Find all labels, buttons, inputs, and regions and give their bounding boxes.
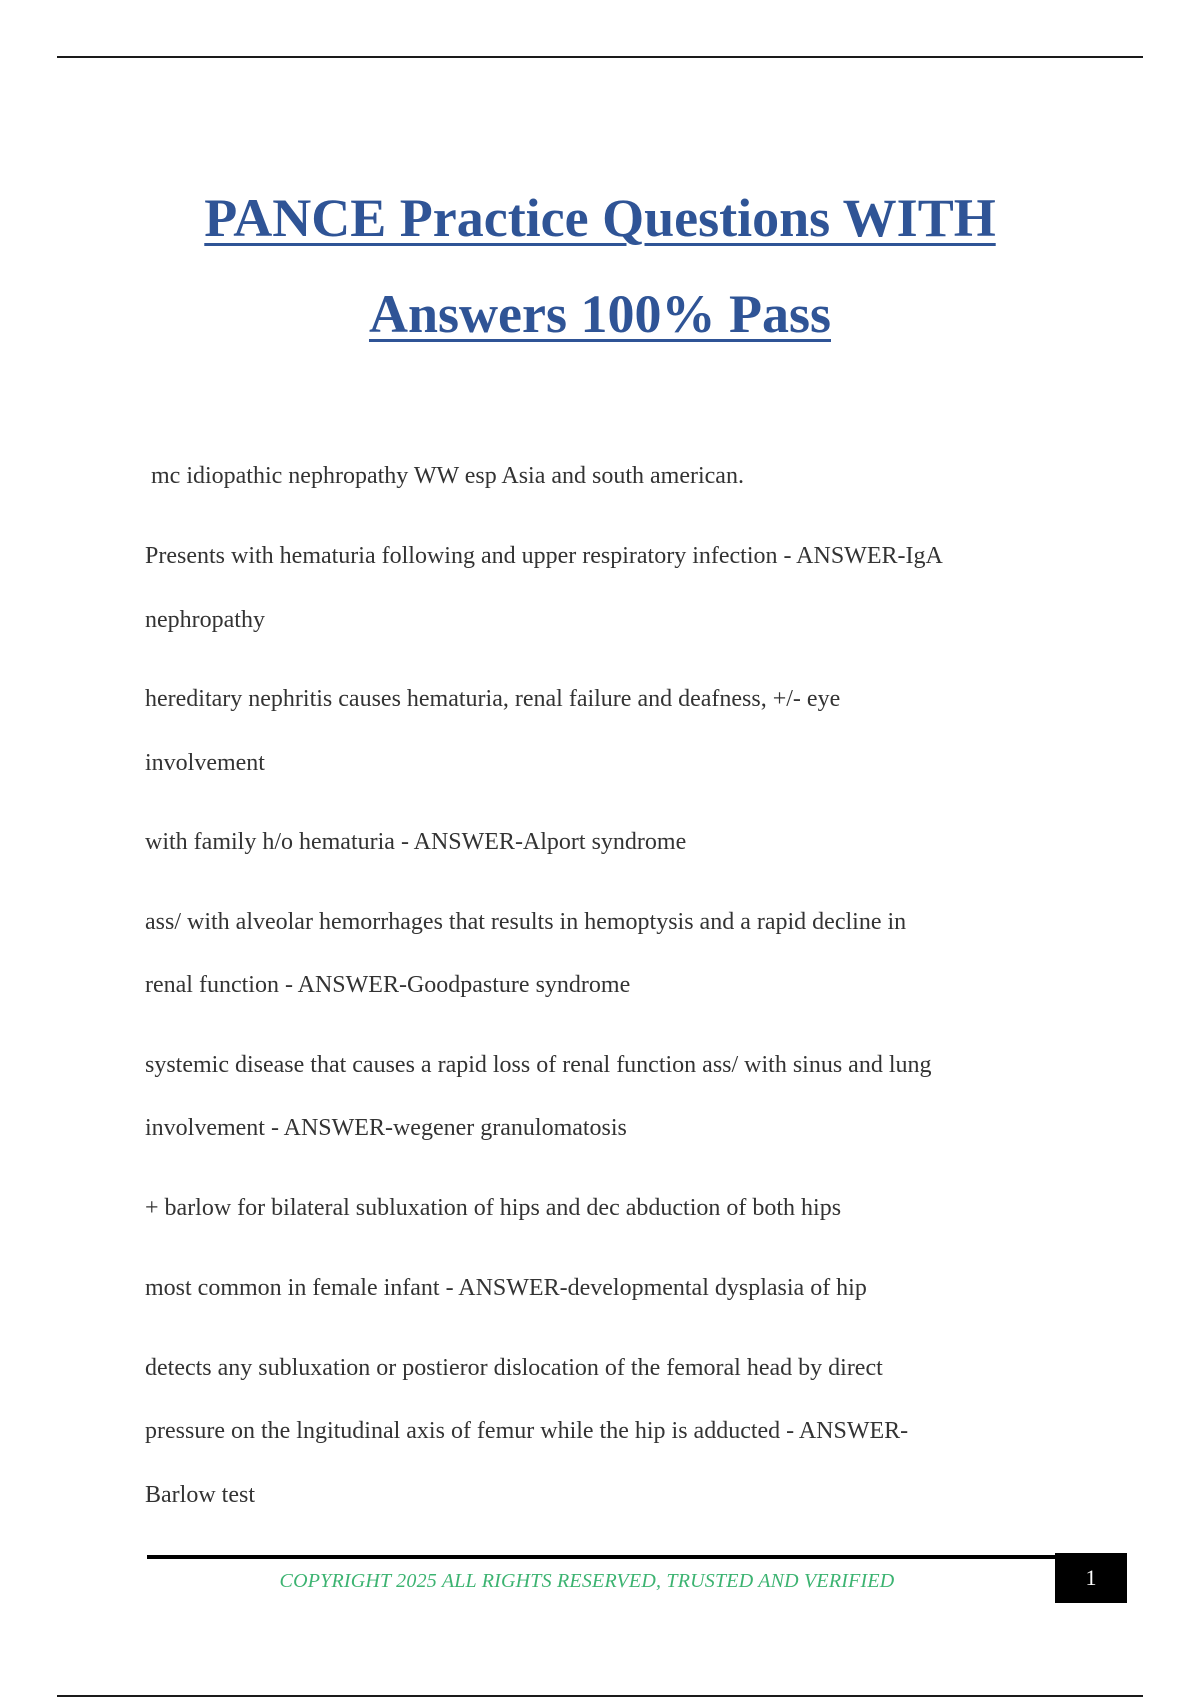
body-line: mc idiopathic nephropathy WW esp Asia and south american. — [145, 463, 744, 489]
body-line: involvement — [145, 750, 265, 776]
top-rule — [57, 56, 1143, 58]
body-line: ass/ with alveolar hemorrhages that results in hemoptysis and a rapid decline in — [145, 909, 907, 935]
bottom-rule — [57, 1695, 1143, 1697]
body-line: with family h/o hematuria - ANSWER-Alport syndrome — [145, 829, 687, 855]
title-line-2: Answers 100% Pass — [368, 284, 831, 344]
footer-rule — [147, 1555, 1057, 1559]
body-line: pressure on the lngitudinal axis of femur while the hip is adducted - ANSWER- — [145, 1418, 909, 1444]
body-line: nephropathy — [145, 607, 265, 633]
body-line: involvement - ANSWER-wegener granulomatosis — [145, 1115, 627, 1141]
body-line: systemic disease that causes a rapid loss of renal function ass/ with sinus and lung — [145, 1052, 932, 1078]
body-line: Presents with hematuria following and upper respiratory infection - ANSWER-IgA — [145, 543, 943, 569]
body-line: detects any subluxation or postieror dislocation of the femoral head by direct — [145, 1355, 883, 1381]
body-line: most common in female infant - ANSWER-developmental dysplasia of hip — [145, 1275, 867, 1301]
body-line: Barlow test — [145, 1482, 255, 1508]
footer-copyright: COPYRIGHT 2025 ALL RIGHTS RESERVED, TRUSTED AND VERIFIED — [279, 1570, 895, 1592]
page-number-badge — [1055, 1553, 1127, 1603]
body-line: renal function - ANSWER-Goodpasture syndrome — [145, 972, 631, 998]
page-number: 1 — [1085, 1565, 1097, 1590]
document-title — [0, 170, 1200, 362]
body-line: + barlow for bilateral subluxation of hips and dec abduction of both hips — [145, 1195, 842, 1221]
body-line: hereditary nephritis causes hematuria, renal failure and deafness, +/- eye — [145, 686, 841, 712]
title-line-1: PANCE Practice Questions WITH — [204, 188, 996, 248]
